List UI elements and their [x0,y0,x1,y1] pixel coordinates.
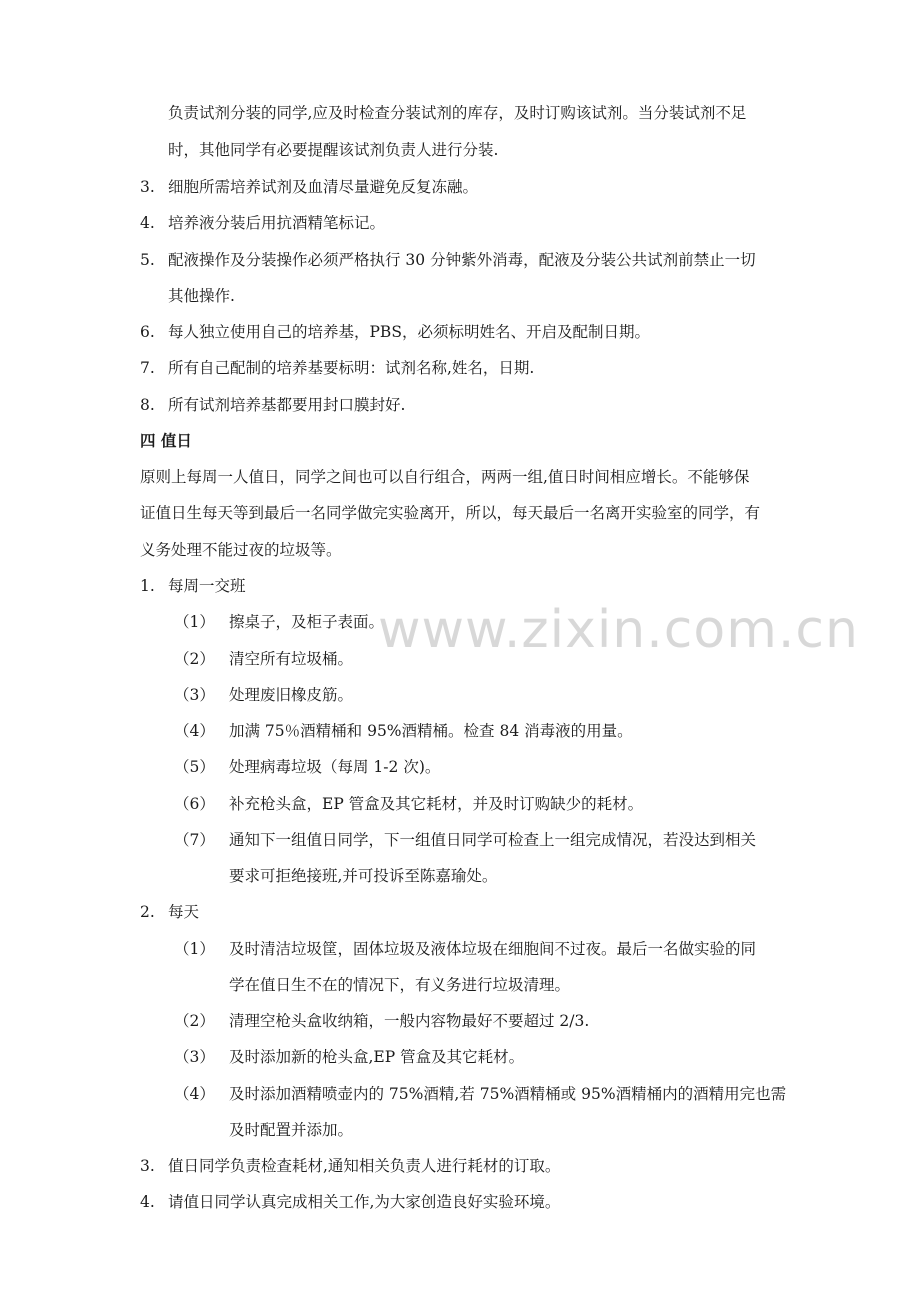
sub-item-text: 通知下一组值日同学，下一组值日同学可检查上一组完成情况，若没达到相关 [229,831,757,849]
sub-item-text: 清理空枪头盒收纳箱，一般内容物最好不要超过 2/3. [229,1012,590,1030]
sub-number: （7） [174,831,215,849]
sub-item-text: 处理病毒垃圾（每周 1-2 次)。 [229,758,441,776]
sub-number: （5） [174,758,215,776]
paragraph-line: 原则上每周一人值日，同学之间也可以自行组合，两两一组,值日时间相应增长。不能够保 [140,468,750,486]
list-number: 4. [140,214,155,232]
list-item-text: 每周一交班 [168,577,246,595]
list-item-text: 值日同学负责检查耗材,通知相关负责人进行耗材的订取。 [168,1157,561,1175]
sub-number: （1） [174,613,215,631]
sub-item-text: 加满 75％酒精桶和 95%酒精桶。检查 84 消毒液的用量。 [229,722,633,740]
sub-item-text: 要求可拒绝接班,并可投诉至陈嘉瑜处。 [229,867,498,885]
sub-item-text: 及时清洁垃圾筐，固体垃圾及液体垃圾在细胞间不过夜。最后一名做实验的同 [229,940,757,958]
list-item-text: 细胞所需培养试剂及血清尽量避免反复冻融。 [168,178,479,196]
list-item-text: 每天 [168,903,200,921]
paragraph-line: 义务处理不能过夜的垃圾等。 [140,541,342,559]
list-item-text: 请值日同学认真完成相关工作,为大家创造良好实验环境。 [168,1193,561,1211]
paragraph-line: 证值日生每天等到最后一名同学做完实验离开，所以，每天最后一名离开实验室的同学，有 [140,504,761,522]
sub-number: （4） [174,1085,215,1103]
sub-item-text: 及时添加酒精喷壶内的 75%酒精,若 75%酒精桶或 95%酒精桶内的酒精用完也需 [229,1085,787,1103]
sub-number: （4） [174,722,215,740]
list-item-text: 配液操作及分装操作必须严格执行 30 分钟紫外消毒，配液及分装公共试剂前禁止一切 [168,251,756,269]
sub-item-text: 擦桌子，及柜子表面。 [229,613,385,631]
watermark: www.zixin.com.cn [378,600,859,660]
list-number: 7. [140,359,155,377]
list-number: 3. [140,1157,155,1175]
section-heading: 四 值日 [140,431,192,450]
paragraph-line: 时，其他同学有必要提醒该试剂负责人进行分装. [168,141,499,159]
list-number: 5. [140,251,155,269]
paragraph-line: 负责试剂分装的同学,应及时检查分装试剂的库存，及时订购该试剂。当分装试剂不足 [168,104,747,122]
sub-item-text: 及时配置并添加。 [229,1121,354,1139]
list-item-text: 培养液分装后用抗酒精笔标记。 [168,214,386,232]
sub-item-text: 处理废旧橡皮筋。 [229,686,354,704]
sub-number: （1） [174,940,215,958]
sub-number: （3） [174,686,215,704]
list-item-text: 每人独立使用自己的培养基，PBS，必须标明姓名、开启及配制日期。 [168,323,650,341]
list-item-text: 所有自己配制的培养基要标明：试剂名称,姓名，日期. [168,359,535,377]
sub-item-text: 补充枪头盒，EP 管盒及其它耗材，并及时订购缺少的耗材。 [229,795,644,813]
list-number: 3. [140,178,155,196]
sub-number: （2） [174,650,215,668]
sub-item-text: 及时添加新的枪头盒,EP 管盒及其它耗材。 [229,1048,525,1066]
sub-number: （6） [174,795,215,813]
sub-item-text: 清空所有垃圾桶。 [229,650,354,668]
list-item-text: 其他操作. [168,287,235,305]
list-number: 2. [140,903,155,921]
sub-number: （3） [174,1048,215,1066]
sub-number: （2） [174,1012,215,1030]
list-number: 8. [140,396,155,414]
list-number: 4. [140,1193,155,1211]
list-number: 6. [140,323,155,341]
list-number: 1. [140,577,155,595]
list-item-text: 所有试剂培养基都要用封口膜封好. [168,396,406,414]
sub-item-text: 学在值日生不在的情况下，有义务进行垃圾清理。 [229,976,571,994]
